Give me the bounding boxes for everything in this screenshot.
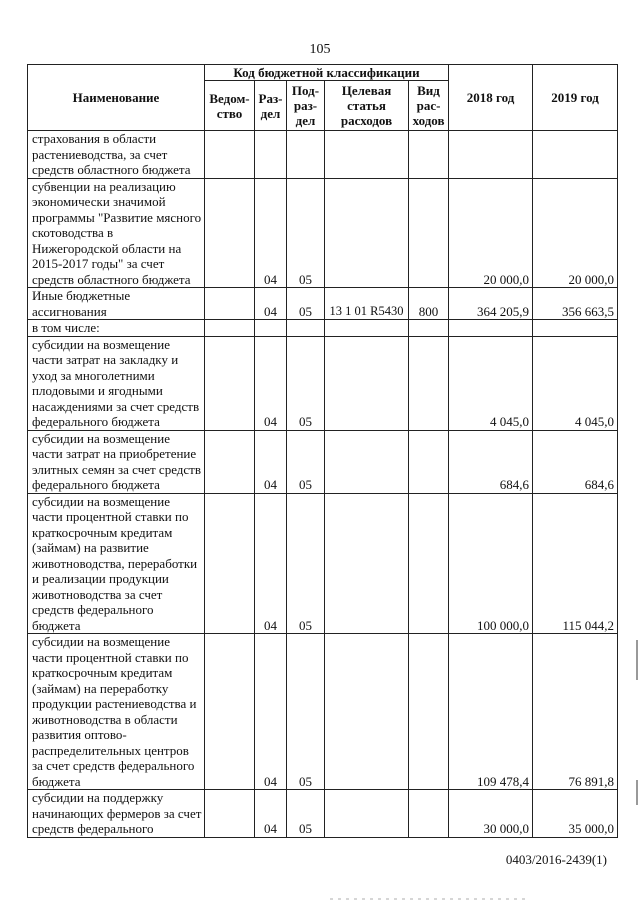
row-subsection: 05 — [287, 493, 325, 634]
row-2019: 20 000,0 — [533, 178, 618, 288]
row-2019: 356 663,5 — [533, 288, 618, 320]
row-dept — [205, 493, 255, 634]
table-row — [28, 131, 618, 179]
row-target: 13 1 01 R5430 — [325, 288, 409, 320]
row-2019: 115 044,2 — [533, 493, 618, 634]
row-expense — [409, 790, 449, 838]
row-target — [325, 493, 409, 634]
row-2018: 109 478,4 — [449, 634, 533, 790]
header-section: Раз- дел — [255, 81, 287, 131]
row-name: субсидии на возмещение части затрат на приобретение элитных семян за счет средств федерального бюджета — [28, 430, 205, 493]
row-2018 — [449, 320, 533, 337]
row-subsection — [287, 131, 325, 179]
row-2019: 76 891,8 — [533, 634, 618, 790]
row-section: 04 — [255, 336, 287, 430]
table-row — [28, 430, 618, 493]
row-target — [325, 634, 409, 790]
header-department: Ведом- ство — [205, 81, 255, 131]
header-budget-classification: Код бюджетной классификации — [205, 65, 449, 81]
row-name: страхования в области растениеводства, за счет средств областного бюджета — [28, 131, 205, 179]
row-expense — [409, 131, 449, 179]
row-target — [325, 336, 409, 430]
table-row — [28, 336, 618, 430]
row-2018: 100 000,0 — [449, 493, 533, 634]
table-row — [28, 178, 618, 288]
row-section — [255, 131, 287, 179]
table-row — [28, 288, 618, 320]
scan-artifact — [330, 898, 530, 900]
row-2018: 364 205,9 — [449, 288, 533, 320]
row-name: субсидии на поддержку начинающих фермеров за счет средств федерального — [28, 790, 205, 838]
row-section: 04 — [255, 178, 287, 288]
row-dept — [205, 288, 255, 320]
row-section: 04 — [255, 430, 287, 493]
row-target — [325, 131, 409, 179]
row-dept — [205, 790, 255, 838]
row-2018: 30 000,0 — [449, 790, 533, 838]
row-expense: 800 — [409, 288, 449, 320]
row-subsection: 05 — [287, 430, 325, 493]
row-name: субвенции на реализацию экономически значимой программы "Развитие мясного скотоводства в Нижегородской области на 2015-2017 годы" за счет средств областного бюджета — [28, 178, 205, 288]
row-expense — [409, 178, 449, 288]
row-2019: 684,6 — [533, 430, 618, 493]
row-section — [255, 320, 287, 337]
row-target — [325, 320, 409, 337]
row-subsection: 05 — [287, 634, 325, 790]
row-dept — [205, 178, 255, 288]
row-subsection: 05 — [287, 288, 325, 320]
row-section: 04 — [255, 634, 287, 790]
row-2019: 35 000,0 — [533, 790, 618, 838]
row-2019: 4 045,0 — [533, 336, 618, 430]
row-dept — [205, 320, 255, 337]
row-dept — [205, 336, 255, 430]
row-expense — [409, 320, 449, 337]
header-subsection: Под- раз- дел — [287, 81, 325, 131]
row-dept — [205, 131, 255, 179]
page-number: 105 — [309, 42, 331, 57]
row-expense — [409, 430, 449, 493]
row-name: в том числе: — [28, 320, 205, 337]
header-name: Наименование — [28, 65, 205, 131]
document-code: 0403/2016-2439(1) — [505, 852, 607, 867]
row-target — [325, 790, 409, 838]
budget-table — [27, 64, 618, 838]
header-target-article: Целевая статья расходов — [325, 81, 409, 131]
row-section: 04 — [255, 493, 287, 634]
scan-edge-mark — [636, 780, 638, 805]
table-row — [28, 493, 618, 634]
row-name: субсидии на возмещение части затрат на закладку и уход за многолетними плодовыми и ягодными насаждениями за счет средств федерального бюджета — [28, 336, 205, 430]
row-2018: 684,6 — [449, 430, 533, 493]
row-2018 — [449, 131, 533, 179]
row-expense — [409, 634, 449, 790]
row-2018: 4 045,0 — [449, 336, 533, 430]
row-dept — [205, 634, 255, 790]
row-subsection: 05 — [287, 178, 325, 288]
row-2018: 20 000,0 — [449, 178, 533, 288]
row-section: 04 — [255, 288, 287, 320]
table-row — [28, 634, 618, 790]
table-row — [28, 320, 618, 337]
table-row — [28, 790, 618, 838]
scan-edge-mark — [636, 640, 638, 680]
row-name: субсидии на возмещение части процентной ставки по краткосрочным кредитам (займам) на развитие животноводства, переработки и реализации продукции животноводства за счет средств федерального бюджета — [28, 493, 205, 634]
row-dept — [205, 430, 255, 493]
row-2019 — [533, 131, 618, 179]
row-expense — [409, 493, 449, 634]
row-subsection: 05 — [287, 790, 325, 838]
header-year-2018: 2018 год — [449, 65, 533, 131]
row-2019 — [533, 320, 618, 337]
row-section: 04 — [255, 790, 287, 838]
row-target — [325, 430, 409, 493]
header-year-2019: 2019 год — [533, 65, 618, 131]
row-target — [325, 178, 409, 288]
row-subsection — [287, 320, 325, 337]
row-name: субсидии на возмещение части процентной ставки по краткосрочным кредитам (займам) на переработку продукции растениеводства и животноводства в области развития оптово-распределительных центров за счет средств федерального бюджета — [28, 634, 205, 790]
row-name: Иные бюджетные ассигнования — [28, 288, 205, 320]
row-expense — [409, 336, 449, 430]
header-expense-type: Вид рас- ходов — [409, 81, 449, 131]
row-subsection: 05 — [287, 336, 325, 430]
